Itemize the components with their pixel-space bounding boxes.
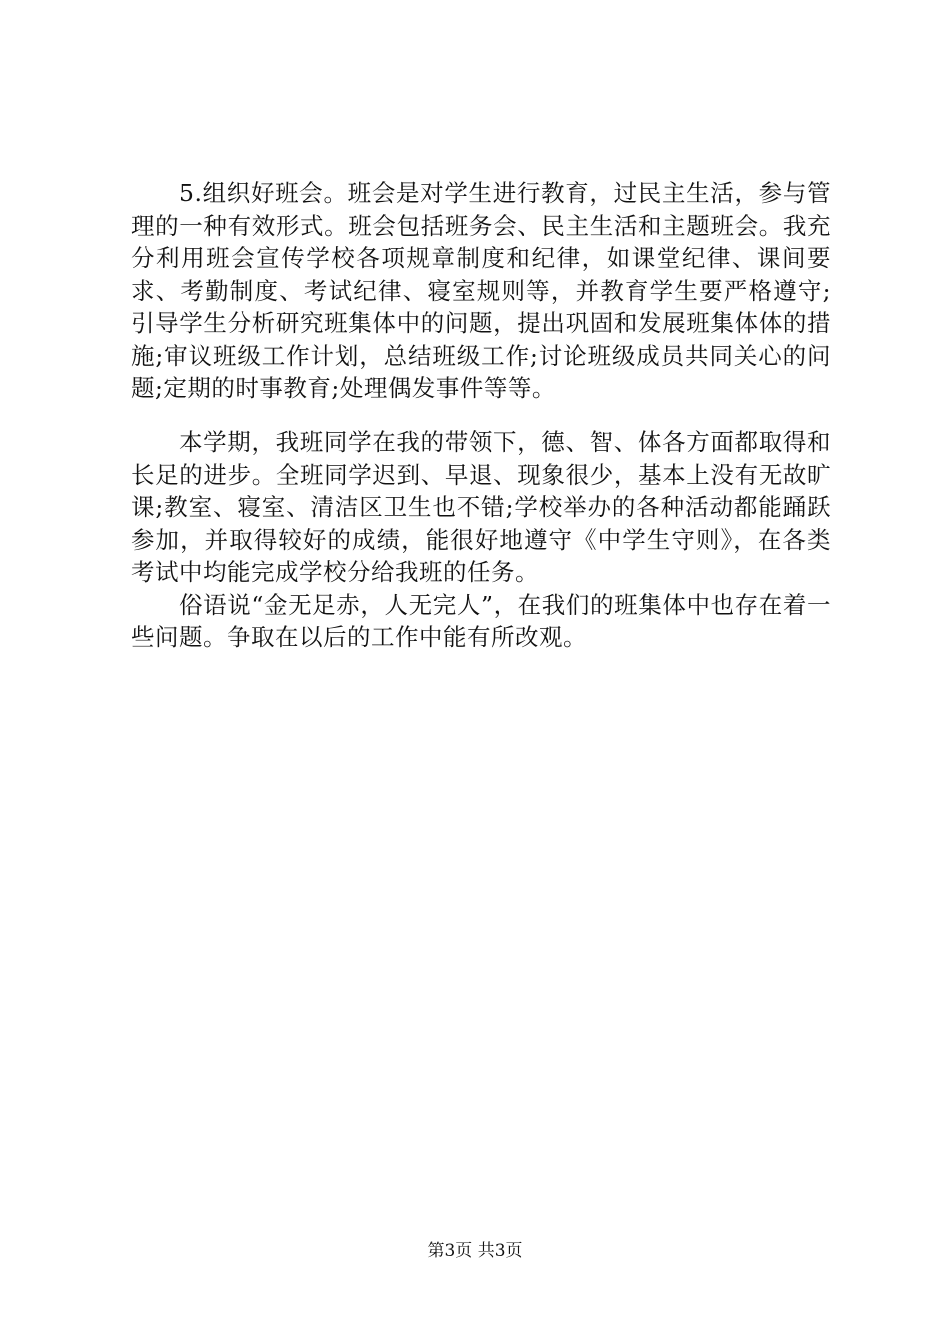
paragraph-class-meeting: 5.组织好班会。班会是对学生进行教育，过民主生活，参与管理的一种有效形式。班会包括班务会、民主生活和主题班会。我充分利用班会宣传学校各项规章制度和纪律，如课堂纪律、课间要求、考勤制度、考试纪律、寝室规则等，并教育学生要严格遵守;引导学生分析研究班集体中的问题，提出巩固和发展班集体体的措施;审议班级工作计划，总结班级工作;讨论班级成员共同关心的问题;定期的时事教育;处理偶发事件等等。: [131, 179, 831, 402]
page-footer: [0, 1241, 950, 1261]
paragraph-closing-remark: 俗语说“金无足赤，人无完人”，在我们的班集体中也存在着一些问题。争取在以后的工作中能有所改观。: [131, 590, 831, 651]
text-block-summary: [131, 426, 831, 654]
page-number-label: 第3页 共3页: [427, 1241, 523, 1261]
text-block-class-meeting: [131, 177, 831, 405]
paragraph-semester-summary: 本学期，我班同学在我的带领下，德、智、体各方面都取得和长足的进步。全班同学迟到、早退、现象很少，基本上没有无故旷课;教室、寝室、清洁区卫生也不错;学校举办的各种活动都能踊跃参加，并取得较好的成绩，能很好地遵守《中学生守则》，在各类考试中均能完成学校分给我班的任务。: [131, 428, 831, 586]
